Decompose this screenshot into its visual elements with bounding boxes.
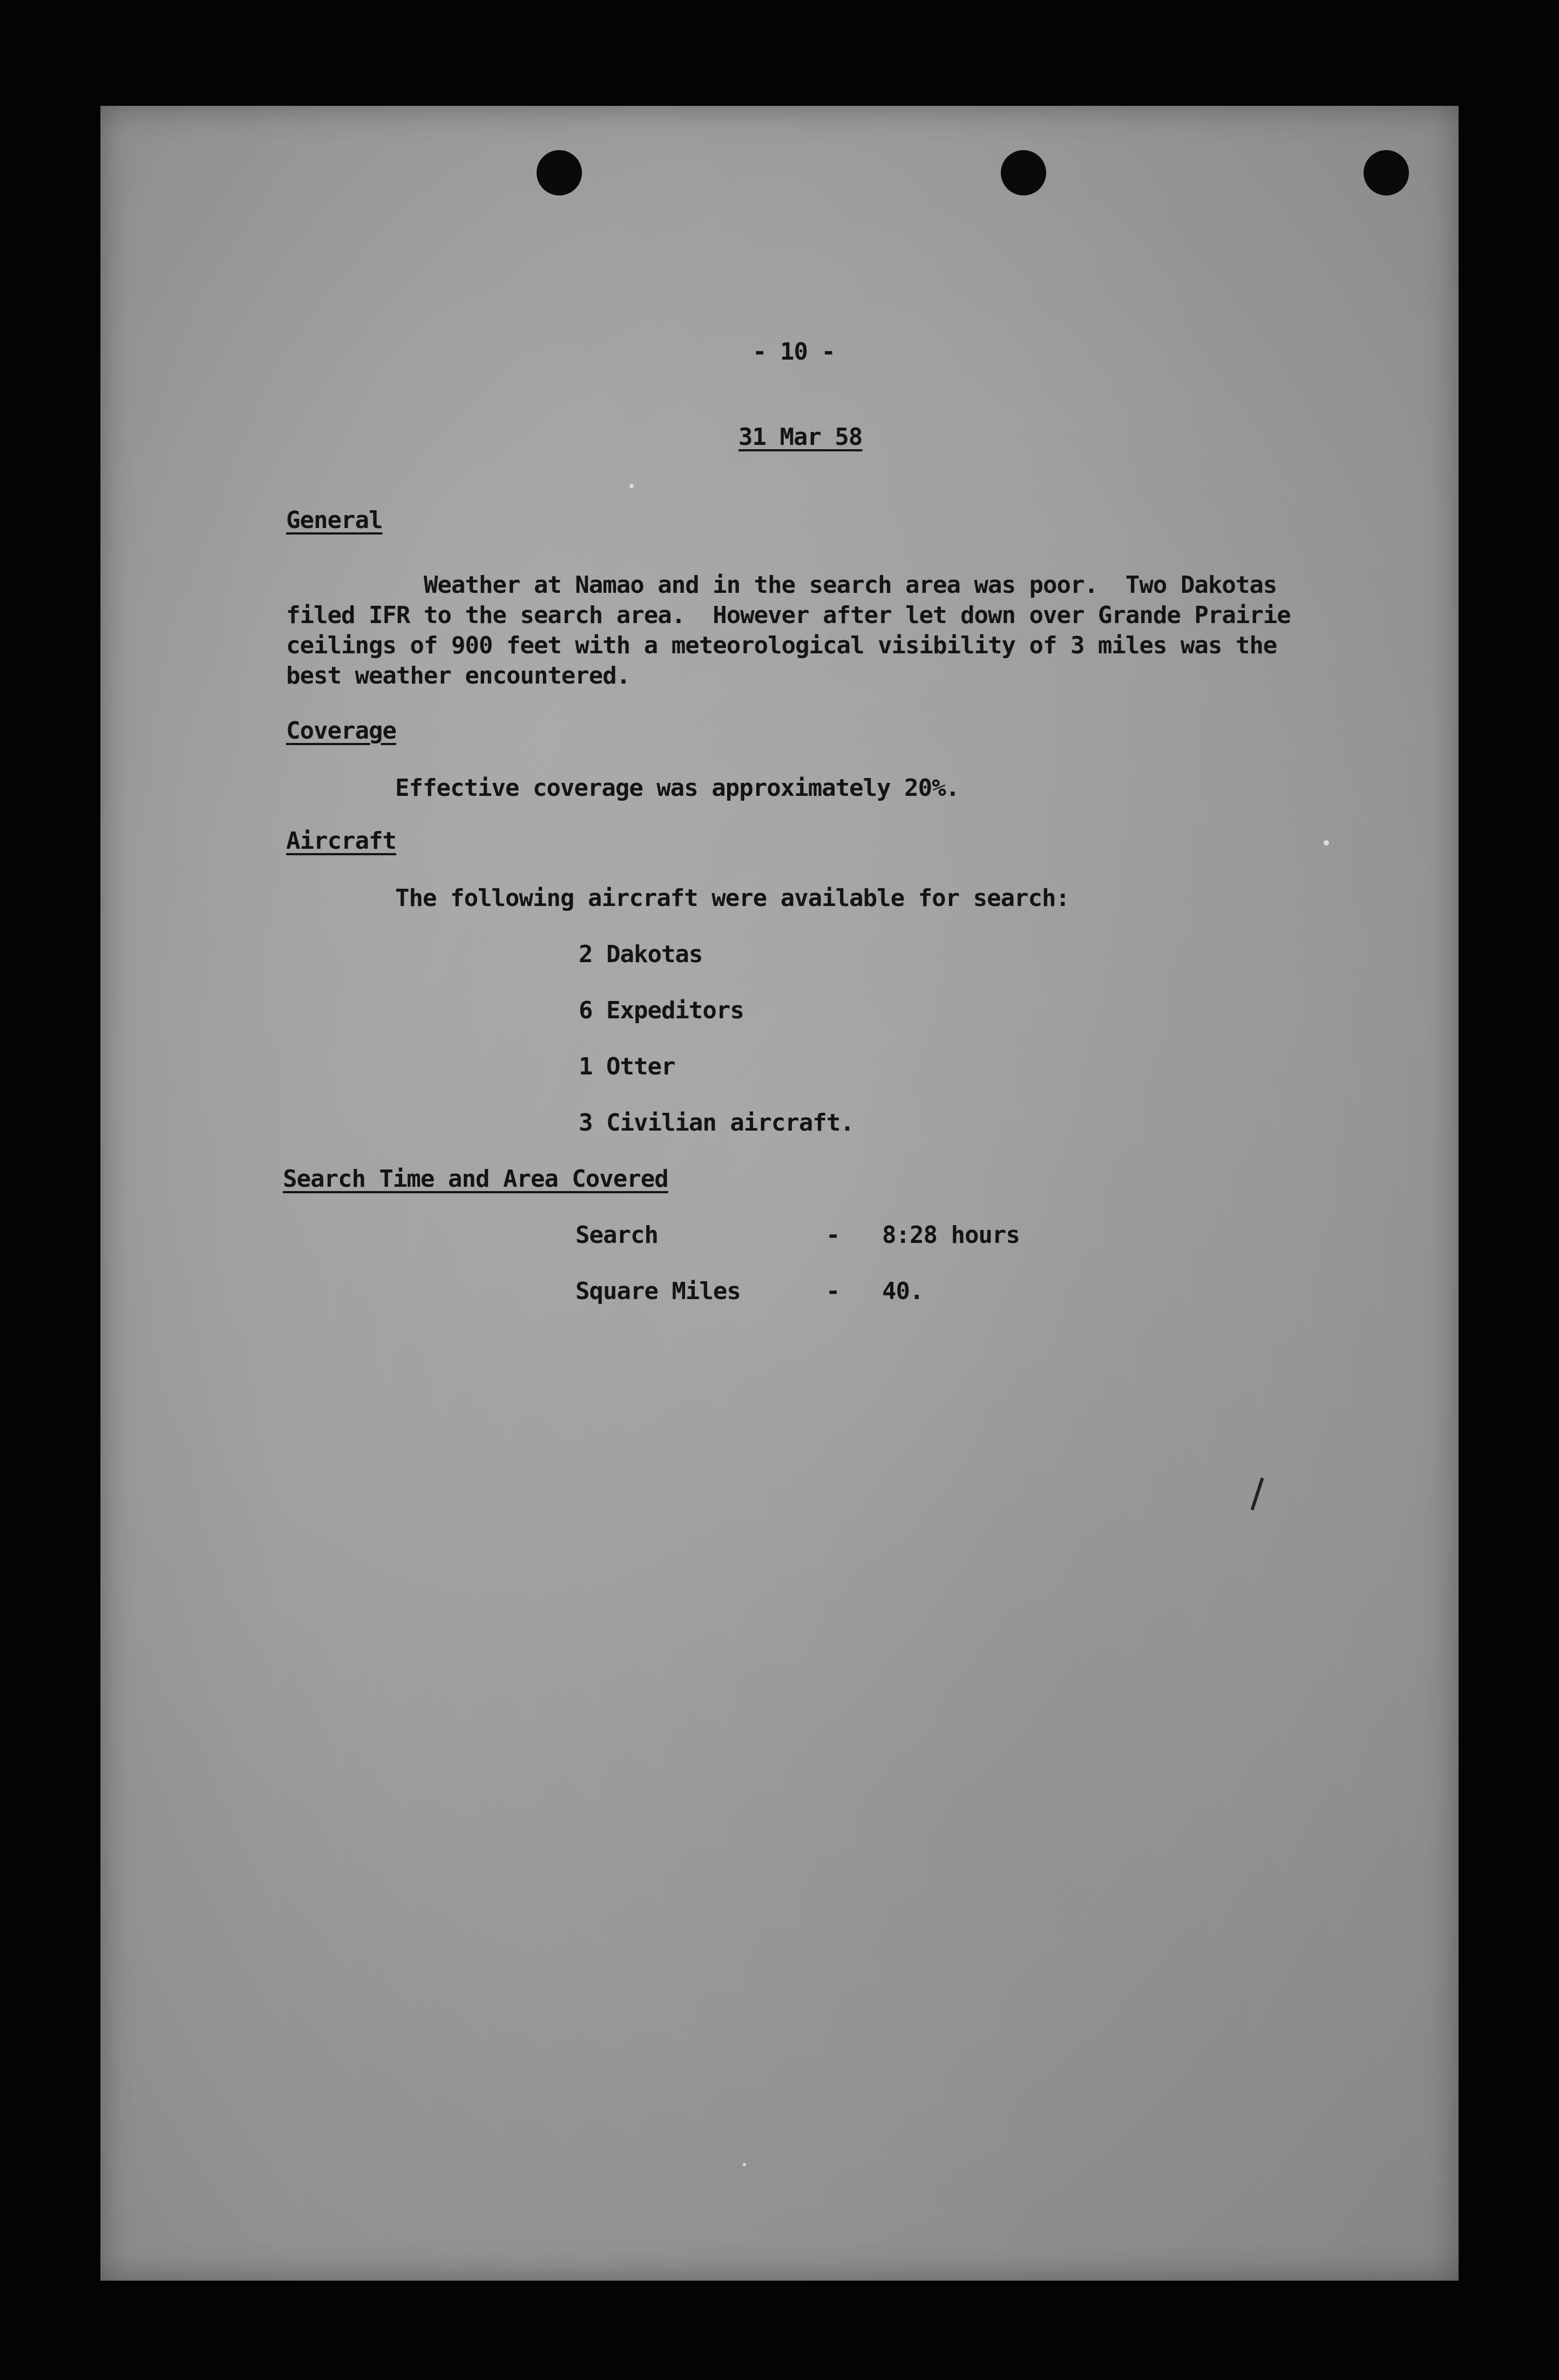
pencil-mark — [1251, 1478, 1264, 1511]
row-label: Square Miles — [575, 1277, 741, 1305]
row-dash: - — [826, 1277, 840, 1305]
punch-hole-left — [537, 150, 582, 195]
aircraft-list — [579, 939, 854, 1164]
section-heading-coverage: Coverage — [286, 717, 396, 745]
paper-speck — [1324, 840, 1329, 846]
coverage-text: Effective coverage was approximately 20%. — [395, 774, 960, 802]
list-item: 1 Otter — [579, 1053, 675, 1080]
page-number: - 10 - — [753, 338, 835, 366]
list-item: 6 Expeditors — [579, 997, 744, 1024]
section-heading-search: Search Time and Area Covered — [283, 1165, 668, 1193]
list-item: 2 Dakotas — [579, 941, 703, 968]
row-dash: - — [826, 1221, 840, 1249]
punch-hole-middle — [1001, 150, 1046, 195]
aircraft-intro: The following aircraft were available for search: — [395, 884, 1070, 912]
section-heading-general: General — [286, 506, 383, 534]
paper-speck — [743, 2163, 746, 2166]
page-date: 31 Mar 58 — [738, 423, 863, 451]
document-page — [100, 106, 1459, 2281]
row-value: 8:28 hours — [882, 1221, 1020, 1249]
punch-hole-right — [1364, 150, 1409, 195]
section-heading-aircraft: Aircraft — [286, 827, 396, 855]
row-label: Search — [575, 1221, 658, 1249]
list-item: 3 Civilian aircraft. — [579, 1109, 854, 1137]
paper-speck — [629, 484, 634, 488]
general-paragraph: Weather at Namao and in the search area was poor. Two Dakotas filed IFR to the search area. However after let down over Grande Prairie ceilings of 900 feet with a meteorological visibility of 3 miles was the best weather encountered. — [286, 571, 1291, 689]
row-value: 40. — [882, 1277, 924, 1305]
